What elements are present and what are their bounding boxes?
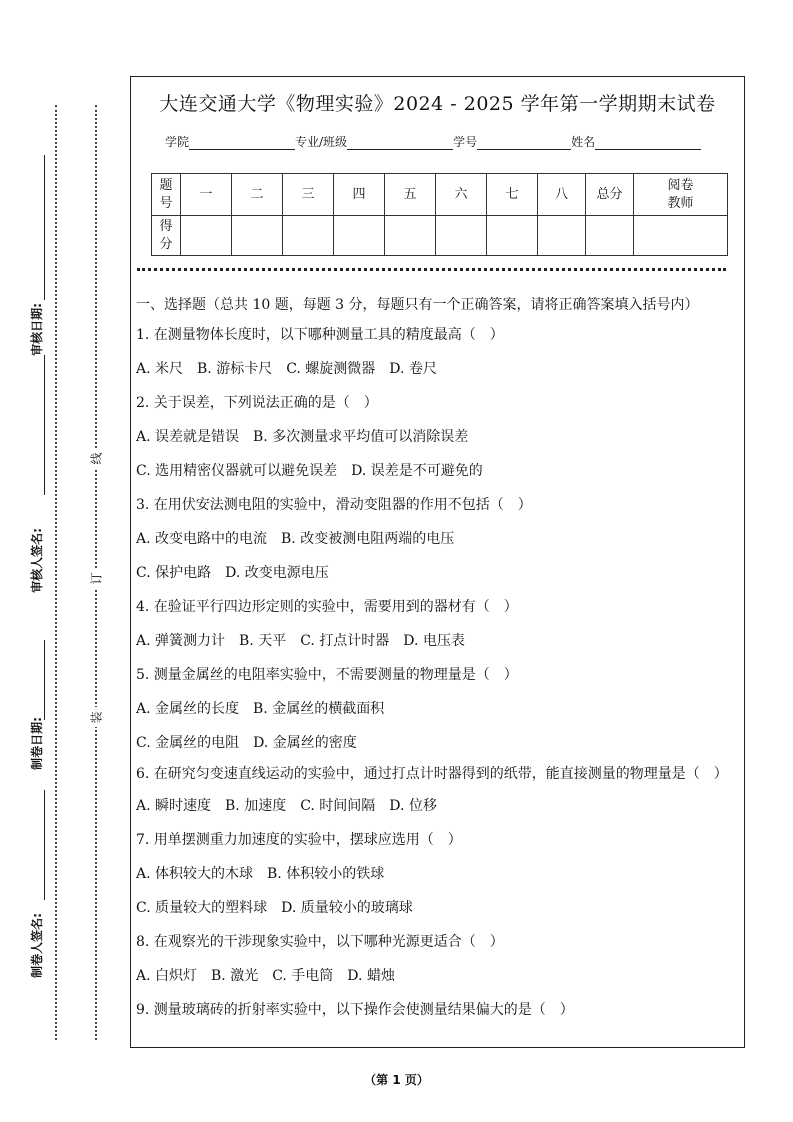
binding-dotted-line: [55, 105, 57, 1040]
score-cell[interactable]: [436, 216, 487, 256]
binding-char-xian: 线: [86, 448, 106, 468]
question-line: 9. 测量玻璃砖的折射率实验中，以下操作会使测量结果偏大的是（ ）: [136, 1002, 574, 1018]
exam-date-line[interactable]: [44, 640, 45, 720]
score-col-total: 总分: [586, 174, 634, 216]
review-date-line[interactable]: [44, 155, 45, 300]
page-number: （第 1 页）: [364, 1073, 429, 1087]
score-col-4: 四: [334, 174, 385, 216]
score-cell[interactable]: [181, 216, 232, 256]
exam-frame: [130, 76, 745, 1048]
question-line: 5. 测量金属丝的电阻率实验中，不需要测量的物理量是（ ）: [136, 667, 518, 683]
binding-char-ding: 订: [86, 568, 106, 588]
name-label: 姓名: [571, 135, 596, 149]
major-class-field[interactable]: [347, 135, 453, 150]
option-line: C. 保护电路 D. 改变电源电压: [136, 565, 329, 581]
question-number-header: 题 号: [152, 174, 181, 216]
score-cell[interactable]: [487, 216, 538, 256]
question-line: 2. 关于误差，下列说法正确的是（ ）: [136, 395, 378, 411]
binding-char-zhuang: 装: [86, 707, 106, 727]
score-col-6: 六: [436, 174, 487, 216]
score-col-2: 二: [232, 174, 283, 216]
student-id-label: 学号: [453, 135, 478, 149]
student-id-field[interactable]: [477, 135, 571, 150]
option-line: A. 白炽灯 B. 激光 C. 手电筒 D. 蜡烛: [136, 968, 395, 984]
option-line: A. 改变电路中的电流 B. 改变被测电阻两端的电压: [136, 531, 455, 547]
option-line: A. 体积较大的木球 B. 体积较小的铁球: [136, 866, 385, 882]
option-line: A. 弹簧测力计 B. 天平 C. 打点计时器 D. 电压表: [136, 633, 465, 649]
exam-title: 大连交通大学《物理实验》2024 - 2025 学年第一学期期末试卷: [159, 93, 716, 115]
dotted-separator: [137, 268, 726, 271]
score-col-3: 三: [283, 174, 334, 216]
score-row-header: 得 分: [152, 216, 181, 256]
question-line: 7. 用单摆测重力加速度的实验中，摆球应选用（ ）: [136, 832, 462, 848]
college-label: 学院: [165, 135, 190, 149]
score-cell[interactable]: [334, 216, 385, 256]
question-line: 3. 在用伏安法测电阻的实验中，滑动变阻器的作用不包括（ ）: [136, 497, 532, 513]
section-heading: 一、选择题（总共 10 题，每题 3 分，每题只有一个正确答案，请将正确答案填入括号内）: [136, 297, 699, 313]
score-table: [151, 173, 728, 256]
option-line: A. 误差就是错误 B. 多次测量求平均值可以消除误差: [136, 429, 469, 445]
score-cell[interactable]: [586, 216, 634, 256]
name-field[interactable]: [595, 135, 701, 150]
major-class-label: 专业/班级: [295, 135, 348, 149]
examiner-signature-line[interactable]: [44, 790, 45, 900]
college-field[interactable]: [189, 135, 295, 150]
option-line: C. 质量较大的塑料球 D. 质量较小的玻璃球: [136, 900, 413, 916]
student-info-row: [165, 133, 701, 150]
option-line: A. 瞬时速度 B. 加速度 C. 时间间隔 D. 位移: [136, 798, 437, 814]
option-line: C. 选用精密仪器就可以避免误差 D. 误差是不可避免的: [136, 463, 483, 479]
review-date-label: 审核日期:: [29, 302, 44, 356]
reviewer-cell[interactable]: [634, 216, 728, 256]
score-cell[interactable]: [232, 216, 283, 256]
score-col-7: 七: [487, 174, 538, 216]
score-col-5: 五: [385, 174, 436, 216]
question-line: 4. 在验证平行四边形定则的实验中，需要用到的器材有（ ）: [136, 599, 518, 615]
question-section: [136, 293, 739, 1019]
question-line: 1. 在测量物体长度时，以下哪种测量工具的精度最高（ ）: [136, 327, 504, 343]
score-cell[interactable]: [283, 216, 334, 256]
reviewer-signature-label: 审核人签名:: [29, 527, 44, 593]
option-line: C. 金属丝的电阻 D. 金属丝的密度: [136, 735, 357, 751]
exam-date-label: 制卷日期:: [29, 716, 44, 770]
score-col-1: 一: [181, 174, 232, 216]
score-col-8: 八: [538, 174, 586, 216]
reviewer-header: 阅卷 教师: [634, 174, 728, 216]
question-line: 6. 在研究匀变速直线运动的实验中，通过打点计时器得到的纸带，能直接测量的物理量是（ ）: [136, 766, 728, 782]
score-cell[interactable]: [385, 216, 436, 256]
examiner-signature-label: 制卷人签名:: [29, 912, 44, 978]
question-line: 8. 在观察光的干涉现象实验中，以下哪种光源更适合（ ）: [136, 934, 504, 950]
option-line: A. 金属丝的长度 B. 金属丝的横截面积: [136, 701, 385, 717]
reviewer-signature-line[interactable]: [44, 355, 45, 495]
score-cell[interactable]: [538, 216, 586, 256]
option-line: A. 米尺 B. 游标卡尺 C. 螺旋测微器 D. 卷尺: [136, 361, 437, 377]
